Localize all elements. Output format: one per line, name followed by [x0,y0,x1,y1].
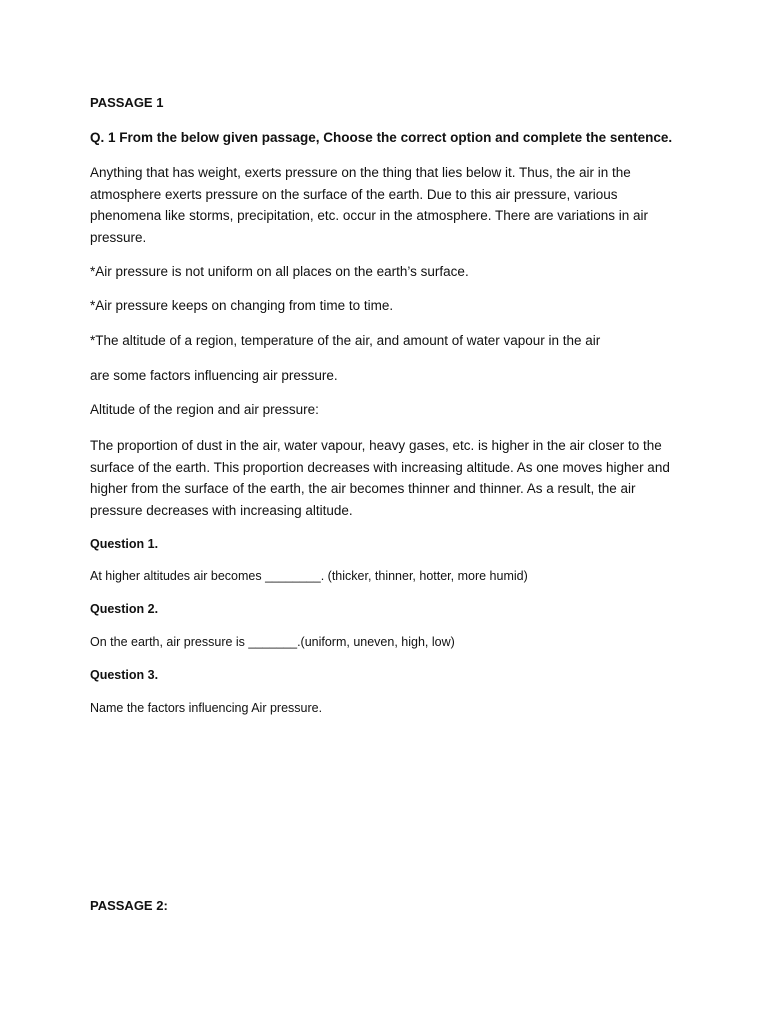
passage-2-heading: PASSAGE 2: [90,898,168,913]
question-2-text: On the earth, air pressure is _______.(uniform, uneven, high, low) [90,635,455,649]
question-instruction: Q. 1 From the below given passage, Choose the correct option and complete the sentence. [90,130,673,145]
question-2-label: Question 2. [90,602,159,616]
altitude-subheading: Altitude of the region and air pressure: [90,402,319,417]
intro-paragraph: Anything that has weight, exerts pressure on the thing that lies below it. Thus, the air in the atmosphere exerts pressure on the surface of the earth. Due to this air pressure, various phenomena like storms, precipitation, etc. occur in the atmosphere. There are variations in air pressure. [90,165,649,246]
point-2: *Air pressure keeps on changing from time to time. [90,298,394,313]
question-3-text: Name the factors influencing Air pressure. [90,701,323,715]
explanation-paragraph: The proportion of dust in the air, water vapour, heavy gases, etc. is higher in the air closer to the surface of the earth. This proportion decreases with increasing altitude. As one moves higher and higher from the surface of the earth, the air becomes thinner and thinner. As a result, the air pressure decreases with increasing altitude. [90,438,670,519]
question-1-text: At higher altitudes air becomes ________. (thicker, thinner, hotter, more humid) [90,569,528,583]
question-3-label: Question 3. [90,668,159,682]
passage-1-heading: PASSAGE 1 [90,95,164,110]
point-3-continuation: are some factors influencing air pressure. [90,368,338,383]
question-1-label: Question 1. [90,537,159,551]
point-1: *Air pressure is not uniform on all places on the earth’s surface. [90,264,469,279]
point-3: *The altitude of a region, temperature of the air, and amount of water vapour in the air [90,333,601,348]
